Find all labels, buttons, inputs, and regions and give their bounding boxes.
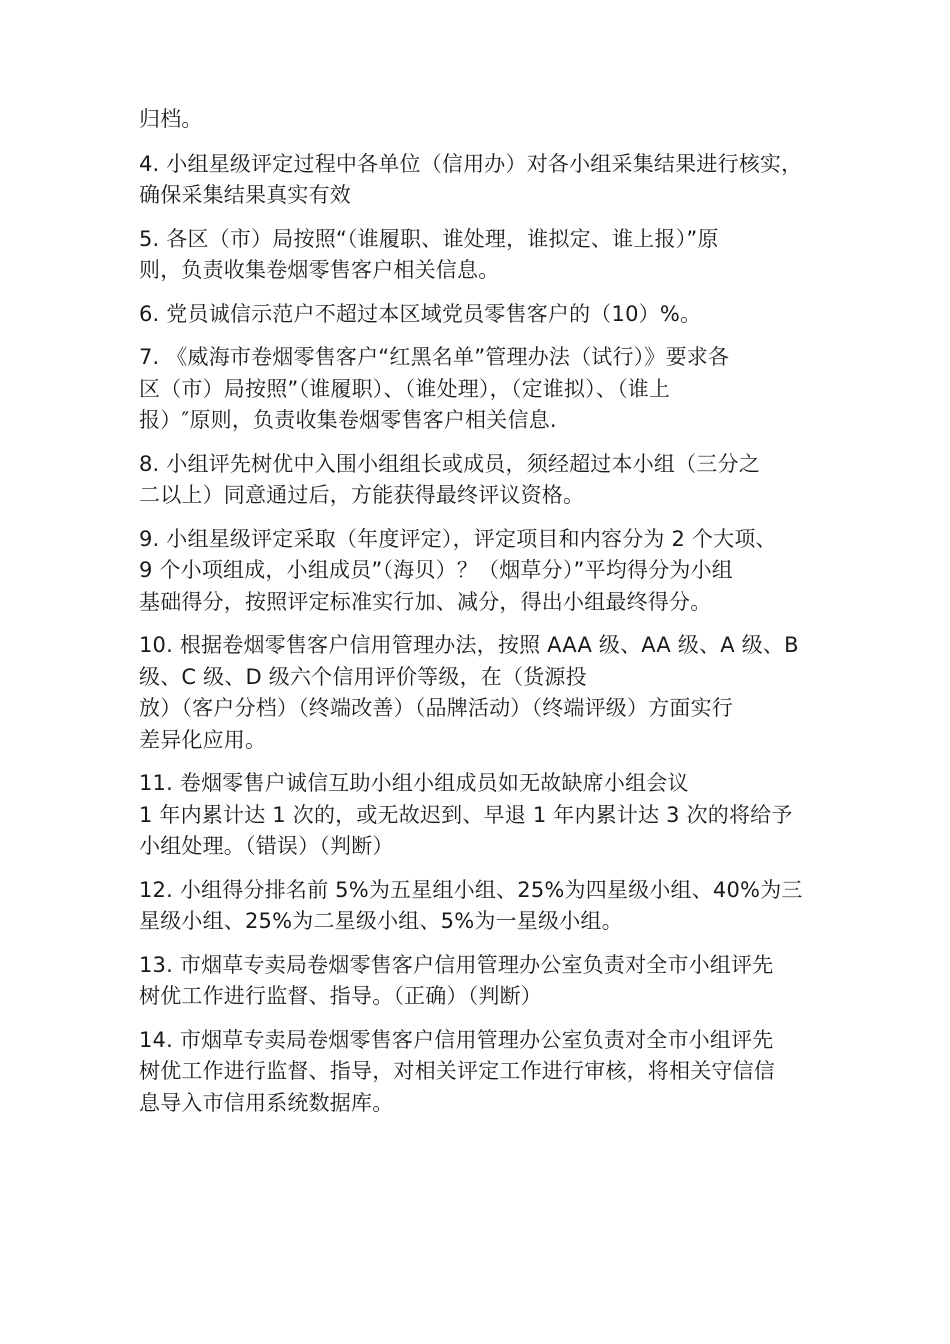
text-line: 差异化应用。	[139, 727, 267, 752]
text-line: 小组处理。（错误）（判断）	[139, 834, 394, 858]
text-line: 息导入市信用系统数据库。	[139, 1090, 394, 1115]
paragraph-item-5	[139, 224, 829, 287]
document-page	[139, 104, 829, 1119]
text-line: 星级小组、25%为二星级小组、5%为一星级小组。	[139, 909, 623, 933]
text-line: 基础得分，按照评定标准实行加、减分，得出小组最终得分。	[139, 589, 712, 614]
paragraph-item-14	[139, 1025, 829, 1120]
text-line: 10. 根据卷烟零售客户信用管理办法，按照 AAA 级、AA 级、A 级、B	[139, 633, 799, 657]
text-line: 级、C 级、D 级六个信用评价等级，在（货源投	[139, 664, 587, 689]
text-line: 8. 小组评先树优中入围小组组长或成员，须经超过本小组（三分之	[139, 451, 760, 476]
text-line: 5. 各区（市）局按照“（谁履职、谁处理，谁拟定、谁上报）”原	[139, 226, 719, 251]
paragraph-item-6	[139, 299, 829, 331]
paragraph-item-10	[139, 630, 829, 756]
paragraph-item-8	[139, 449, 829, 512]
paragraph-item-13	[139, 950, 829, 1013]
text-line: 4. 小组星级评定过程中各单位（信用办）对各小组采集结果进行核实，	[139, 151, 803, 176]
text-line: 7. 《威海市卷烟零售客户“红黑名单”管理办法（试行）》要求各	[139, 345, 730, 369]
text-line: 1 年内累计达 1 次的，或无故迟到、早退 1 年内累计达 3 次的将给予	[139, 802, 793, 827]
paragraph-item-12	[139, 875, 829, 938]
paragraph-item-4	[139, 149, 829, 212]
text-line: 树优工作进行监督、指导，对相关评定工作进行审核，将相关守信信	[139, 1059, 775, 1083]
text-line: 则，负责收集卷烟零售客户相关信息。	[139, 258, 500, 282]
text-line: 12. 小组得分排名前 5%为五星组小组、25%为四星级小组、40%为三	[139, 877, 803, 902]
text-line: 放）（客户分档）（终端改善）（品牌活动）（终端评级）方面实行	[139, 696, 733, 720]
text-line: 11. 卷烟零售户诚信互助小组小组成员如无故缺席小组会议	[139, 771, 689, 795]
paragraph-archive	[139, 104, 829, 136]
text-line: 树优工作进行监督、指导。（正确）（判断）	[139, 984, 542, 1008]
text-line: 13. 市烟草专卖局卷烟零售客户信用管理办公室负责对全市小组评先	[139, 952, 774, 977]
text-line: 确保采集结果真实有效	[139, 183, 351, 207]
paragraph-item-11	[139, 768, 829, 863]
text-line: 6. 党员诚信示范户不超过本区域党员零售客户的（10）%。	[139, 301, 702, 326]
text-line: 9 个小项组成，小组成员”（海贝）？（烟草分）”平均得分为小组	[139, 558, 733, 582]
text-line: 区（市）局按照”（谁履职）、（谁处理），（定谁拟）、（谁上	[139, 376, 671, 401]
text-line: 归档。	[139, 107, 203, 131]
text-line: 报）″原则，负责收集卷烟零售客户相关信息.	[139, 408, 557, 432]
text-line: 9. 小组星级评定采取（年度评定），评定项目和内容分为 2 个大项、	[139, 526, 777, 551]
paragraph-item-9	[139, 524, 829, 619]
text-line: 二以上）同意通过后，方能获得最终评议资格。	[139, 483, 585, 507]
paragraph-item-7	[139, 342, 829, 437]
text-line: 14. 市烟草专卖局卷烟零售客户信用管理办公室负责对全市小组评先	[139, 1027, 774, 1052]
